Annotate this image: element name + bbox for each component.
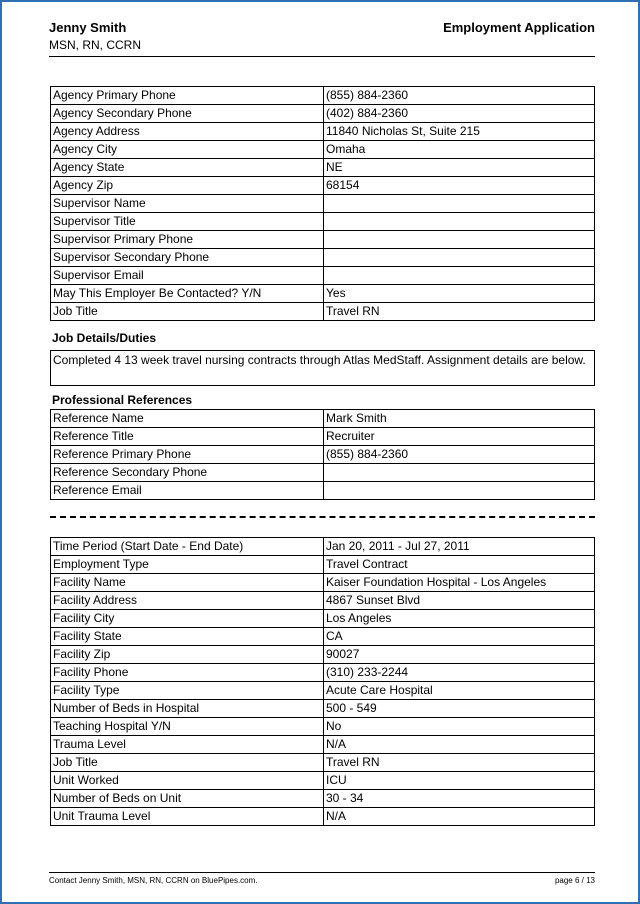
table-row: [51, 682, 595, 700]
table-row: [51, 592, 595, 610]
page-header: [49, 20, 595, 57]
field-label: Agency City: [51, 141, 324, 159]
field-value: Yes: [324, 285, 595, 303]
field-value: NE: [324, 159, 595, 177]
page-footer: [49, 872, 595, 885]
field-value: [324, 213, 595, 231]
table-row: [51, 556, 595, 574]
field-value: [324, 231, 595, 249]
field-value: 4867 Sunset Blvd: [324, 592, 595, 610]
table-row: [51, 141, 595, 159]
field-label: Facility Name: [51, 574, 324, 592]
field-label: Facility Phone: [51, 664, 324, 682]
table-row: [51, 790, 595, 808]
field-label: Agency Address: [51, 123, 324, 141]
table-row: [51, 195, 595, 213]
table-row: [51, 231, 595, 249]
table-row: [51, 700, 595, 718]
table-row: [51, 538, 595, 556]
table-row: [51, 177, 595, 195]
job-details-text: Completed 4 13 week travel nursing contracts through Atlas MedStaff. Assignment details are below.: [53, 353, 586, 367]
field-label: Teaching Hospital Y/N: [51, 718, 324, 736]
field-label: Facility Type: [51, 682, 324, 700]
field-label: Unit Trauma Level: [51, 808, 324, 826]
field-label: Agency Secondary Phone: [51, 105, 324, 123]
table-row: [51, 410, 595, 428]
table-row: [51, 446, 595, 464]
table-row: [51, 428, 595, 446]
field-label: Time Period (Start Date - End Date): [51, 538, 324, 556]
footer-page-number: page 6 / 13: [554, 876, 595, 885]
field-value: (402) 884-2360: [324, 105, 595, 123]
field-value: (855) 884-2360: [324, 446, 595, 464]
field-value: [324, 249, 595, 267]
field-value: Travel Contract: [324, 556, 595, 574]
field-value: Travel RN: [324, 303, 595, 321]
section-divider: [50, 516, 595, 518]
field-label: Facility City: [51, 610, 324, 628]
applicant-name: Jenny Smith: [49, 20, 127, 35]
field-value: [324, 195, 595, 213]
field-label: Reference Secondary Phone: [51, 464, 324, 482]
table-row: [51, 303, 595, 321]
table-row: [51, 808, 595, 826]
table-row: [51, 159, 595, 177]
field-value: 11840 Nicholas St, Suite 215: [324, 123, 595, 141]
field-value: ICU: [324, 772, 595, 790]
applicant-credentials: MSN, RN, CCRN: [49, 38, 141, 52]
field-label: Unit Worked: [51, 772, 324, 790]
table-row: [51, 285, 595, 303]
field-value: 68154: [324, 177, 595, 195]
job-details-title: Job Details/Duties: [52, 331, 157, 345]
field-value: Jan 20, 2011 - Jul 27, 2011: [324, 538, 595, 556]
field-label: Supervisor Primary Phone: [51, 231, 324, 249]
field-value: [324, 267, 595, 285]
table-row: [51, 718, 595, 736]
field-value: [324, 482, 595, 500]
table-row: [51, 213, 595, 231]
table-row: [51, 249, 595, 267]
field-value: N/A: [324, 736, 595, 754]
field-label: May This Employer Be Contacted? Y/N: [51, 285, 324, 303]
agency-table: [50, 86, 595, 321]
field-label: Trauma Level: [51, 736, 324, 754]
table-row: [51, 628, 595, 646]
assignment-table: [50, 537, 595, 826]
table-row: [51, 736, 595, 754]
table-row: [51, 574, 595, 592]
field-label: Supervisor Secondary Phone: [51, 249, 324, 267]
field-label: Reference Title: [51, 428, 324, 446]
field-value: Acute Care Hospital: [324, 682, 595, 700]
field-value: 30 - 34: [324, 790, 595, 808]
field-label: Agency Zip: [51, 177, 324, 195]
job-details-box: [50, 350, 595, 386]
field-label: Employment Type: [51, 556, 324, 574]
field-value: Los Angeles: [324, 610, 595, 628]
field-label: Agency Primary Phone: [51, 87, 324, 105]
field-value: No: [324, 718, 595, 736]
field-label: Reference Name: [51, 410, 324, 428]
table-row: [51, 123, 595, 141]
field-value: CA: [324, 628, 595, 646]
table-row: [51, 87, 595, 105]
table-row: [51, 267, 595, 285]
references-title: Professional References: [52, 393, 193, 407]
field-value: (855) 884-2360: [324, 87, 595, 105]
field-label: Agency State: [51, 159, 324, 177]
table-row: [51, 482, 595, 500]
field-value: N/A: [324, 808, 595, 826]
references-table: [50, 409, 595, 500]
field-label: Job Title: [51, 754, 324, 772]
table-row: [51, 646, 595, 664]
field-value: Omaha: [324, 141, 595, 159]
field-label: Number of Beds on Unit: [51, 790, 324, 808]
field-label: Supervisor Name: [51, 195, 324, 213]
field-label: Number of Beds in Hospital: [51, 700, 324, 718]
field-label: Facility Address: [51, 592, 324, 610]
field-label: Facility State: [51, 628, 324, 646]
field-value: Travel RN: [324, 754, 595, 772]
field-value: (310) 233-2244: [324, 664, 595, 682]
table-row: [51, 464, 595, 482]
field-label: Job Title: [51, 303, 324, 321]
field-label: Supervisor Title: [51, 213, 324, 231]
field-value: [324, 464, 595, 482]
table-row: [51, 610, 595, 628]
field-label: Reference Email: [51, 482, 324, 500]
footer-contact: Contact Jenny Smith, MSN, RN, CCRN on BluePipes.com.: [49, 876, 258, 885]
field-label: Supervisor Email: [51, 267, 324, 285]
field-value: Mark Smith: [324, 410, 595, 428]
table-row: [51, 754, 595, 772]
field-label: Facility Zip: [51, 646, 324, 664]
table-row: [51, 105, 595, 123]
field-value: 90027: [324, 646, 595, 664]
field-value: 500 - 549: [324, 700, 595, 718]
field-value: Kaiser Foundation Hospital - Los Angeles: [324, 574, 595, 592]
field-value: Recruiter: [324, 428, 595, 446]
field-label: Reference Primary Phone: [51, 446, 324, 464]
table-row: [51, 772, 595, 790]
table-row: [51, 664, 595, 682]
document-title: Employment Application: [443, 20, 595, 35]
